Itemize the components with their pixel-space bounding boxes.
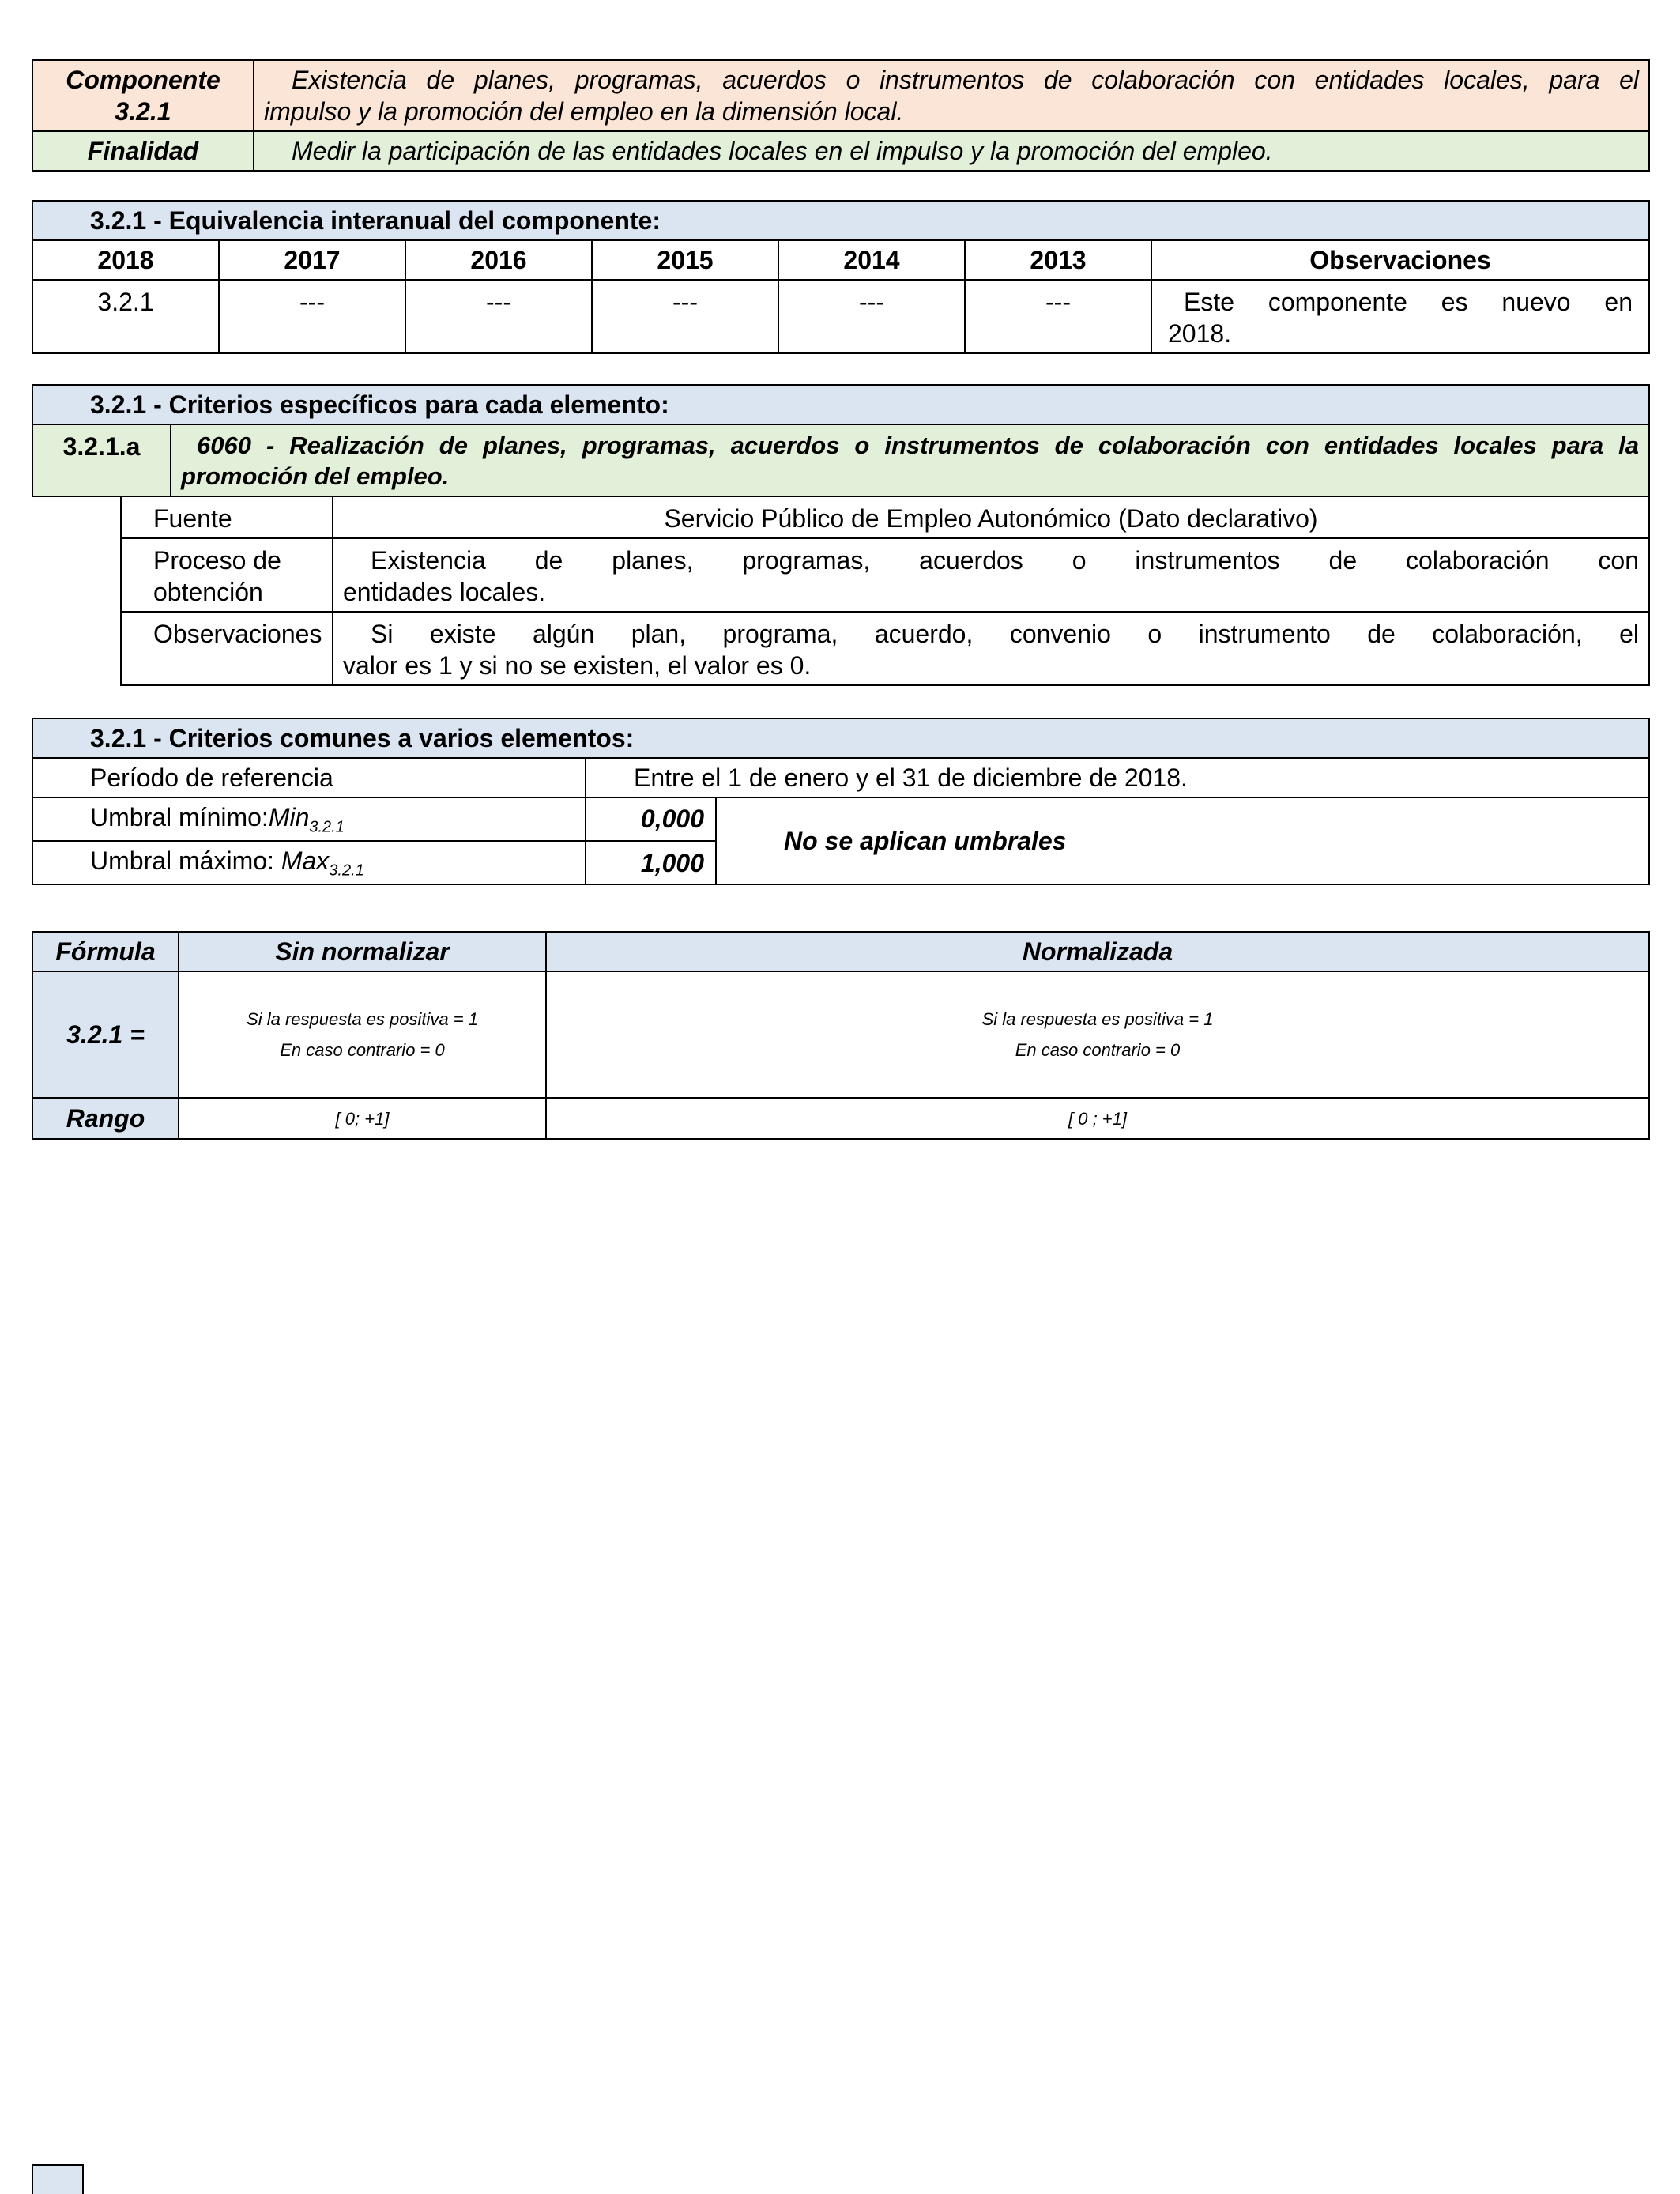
year-value: --- [778,280,965,353]
observaciones-line2: 2018. [1168,319,1232,348]
observaciones-cell [1151,280,1649,353]
formula-norm-line1: Si la respuesta es positiva = 1 [981,1008,1214,1029]
page-bottom-table-fragment [32,2164,84,2194]
observaciones-label: Observaciones [121,612,333,685]
year-header: 2016 [405,240,592,280]
year-value: --- [219,280,405,353]
umbral-minimo-value: 0,000 [586,797,716,841]
year-value: --- [405,280,592,353]
component-label-cell [32,60,254,131]
periodo-label: Período de referencia [32,758,586,797]
year-value: 3.2.1 [32,280,219,353]
formula-sin-cell [179,971,546,1098]
finalidad-text: Medir la participación de las entidades locales en el impulso y la promoción del empleo. [292,137,1273,165]
umbral-minimo-label: Umbral mínimo:Min$_{3.2.1}$ [32,797,586,841]
component-table [32,59,1650,172]
component-number: 3.2.1 [115,97,171,126]
component-description-cell [254,60,1649,131]
proceso-value-line2: entidades locales. [343,577,546,606]
component-description-line2: impulso y la promoción del empleo en la dimensión local. [264,97,904,126]
year-header: 2015 [592,240,778,280]
formula-sin-line1: Si la respuesta es positiva = 1 [247,1008,478,1029]
normalizada-header: Normalizada [546,932,1649,971]
criterios-comunes-title: 3.2.1 - Criterios comunes a varios elementos: [32,718,1649,758]
observaciones-value-cell [333,612,1649,685]
umbral-maximo-value: 1,000 [586,841,716,884]
max-symbol: Max [281,846,330,875]
observaciones-value-line1: Si existe algún plan, programa, acuerdo, convenio o instrumento de colaboración, el [371,619,1639,648]
year-header: 2013 [965,240,1151,280]
document-content [32,59,1648,1140]
proceso-value-cell [333,538,1649,612]
element-description-line2: promoción del empleo. [181,462,450,490]
min-subscript: 3.2.1 [309,817,345,835]
observaciones-line1: Este componente es nuevo en [1184,288,1633,316]
element-description-cell [171,424,1649,496]
year-value: --- [965,280,1151,353]
formula-table [32,931,1650,1140]
max-subscript: 3.2.1 [329,861,364,880]
rango-norm-value: [ 0 ; +1] [546,1098,1649,1139]
finalidad-text-cell [254,131,1649,171]
equivalencia-table [32,200,1650,354]
formula-row-label: 3.2.1 = [32,971,179,1098]
criterios-especificos-title: 3.2.1 - Criterios específicos para cada elemento: [32,385,1649,424]
fuente-label: Fuente [121,496,333,538]
formula-norm-cell [546,971,1649,1098]
element-code: 3.2.1.a [32,424,171,496]
rango-label: Rango [32,1098,179,1139]
fuente-value: Servicio Público de Empleo Autonómico (Dato declarativo) [333,496,1649,538]
proceso-value-line1: Existencia de planes, programas, acuerdos o instrumentos de colaboración con [371,545,1639,575]
umbrales-note: No se aplican umbrales [716,797,1649,885]
sin-normalizar-header: Sin normalizar [179,932,546,971]
periodo-value: Entre el 1 de enero y el 31 de diciembre de 2018. [586,758,1649,797]
equivalencia-title: 3.2.1 - Equivalencia interanual del componente: [32,201,1649,240]
year-header: 2014 [778,240,965,280]
formula-norm-line2: En caso contrario = 0 [1015,1040,1181,1061]
year-value: --- [592,280,778,353]
observaciones-value-line2: valor es 1 y si no se existen, el valor es 0. [343,650,812,680]
min-symbol: Min [268,802,310,831]
component-description-line1: Existencia de planes, programas, acuerdos o instrumentos de colaboración con entidades locales, para el [292,66,1639,94]
rango-sin-value: [ 0; +1] [179,1098,546,1139]
criterios-especificos-table [32,384,1650,497]
component-label: Componente [66,66,220,94]
criterios-especificos-subtable [120,496,1650,686]
element-description-line1: 6060 - Realización de planes, programas, acuerdos o instrumentos de colaboración con entidades locales para la [197,432,1639,459]
proceso-label: Proceso de obtención [121,538,333,612]
formula-sin-line2: En caso contrario = 0 [280,1040,445,1061]
observaciones-header: Observaciones [1151,240,1649,280]
finalidad-label: Finalidad [32,131,254,171]
year-header: 2018 [32,240,219,280]
umbral-maximo-label: Umbral máximo: Max$_{3.2.1}$ [32,841,586,884]
criterios-comunes-table [32,718,1650,886]
year-header: 2017 [219,240,405,280]
formula-header: Fórmula [32,932,179,971]
